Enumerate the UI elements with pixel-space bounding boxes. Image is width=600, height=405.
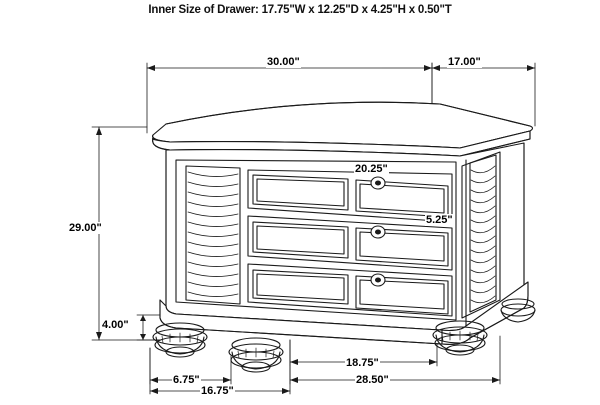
dimension-top-width: 30.00" (267, 56, 300, 68)
dimension-drawer-height: 5.25" (426, 214, 453, 226)
dimension-foot-height: 4.00" (102, 319, 129, 331)
dimension-foot-depth: 6.75" (173, 374, 200, 386)
dimension-base-width: 28.50" (356, 374, 389, 386)
dimension-base-depth: 16.75" (201, 385, 234, 397)
dimension-base-inner-width: 18.75" (346, 357, 379, 369)
diagram-title: Inner Size of Drawer: 17.75"W x 12.25"D x 4.25"H x 0.50"T (148, 4, 452, 16)
dimension-drawer-width: 20.25" (355, 163, 388, 175)
dimension-top-depth: 17.00" (448, 56, 481, 68)
dimension-overall-height: 29.00" (69, 222, 102, 234)
